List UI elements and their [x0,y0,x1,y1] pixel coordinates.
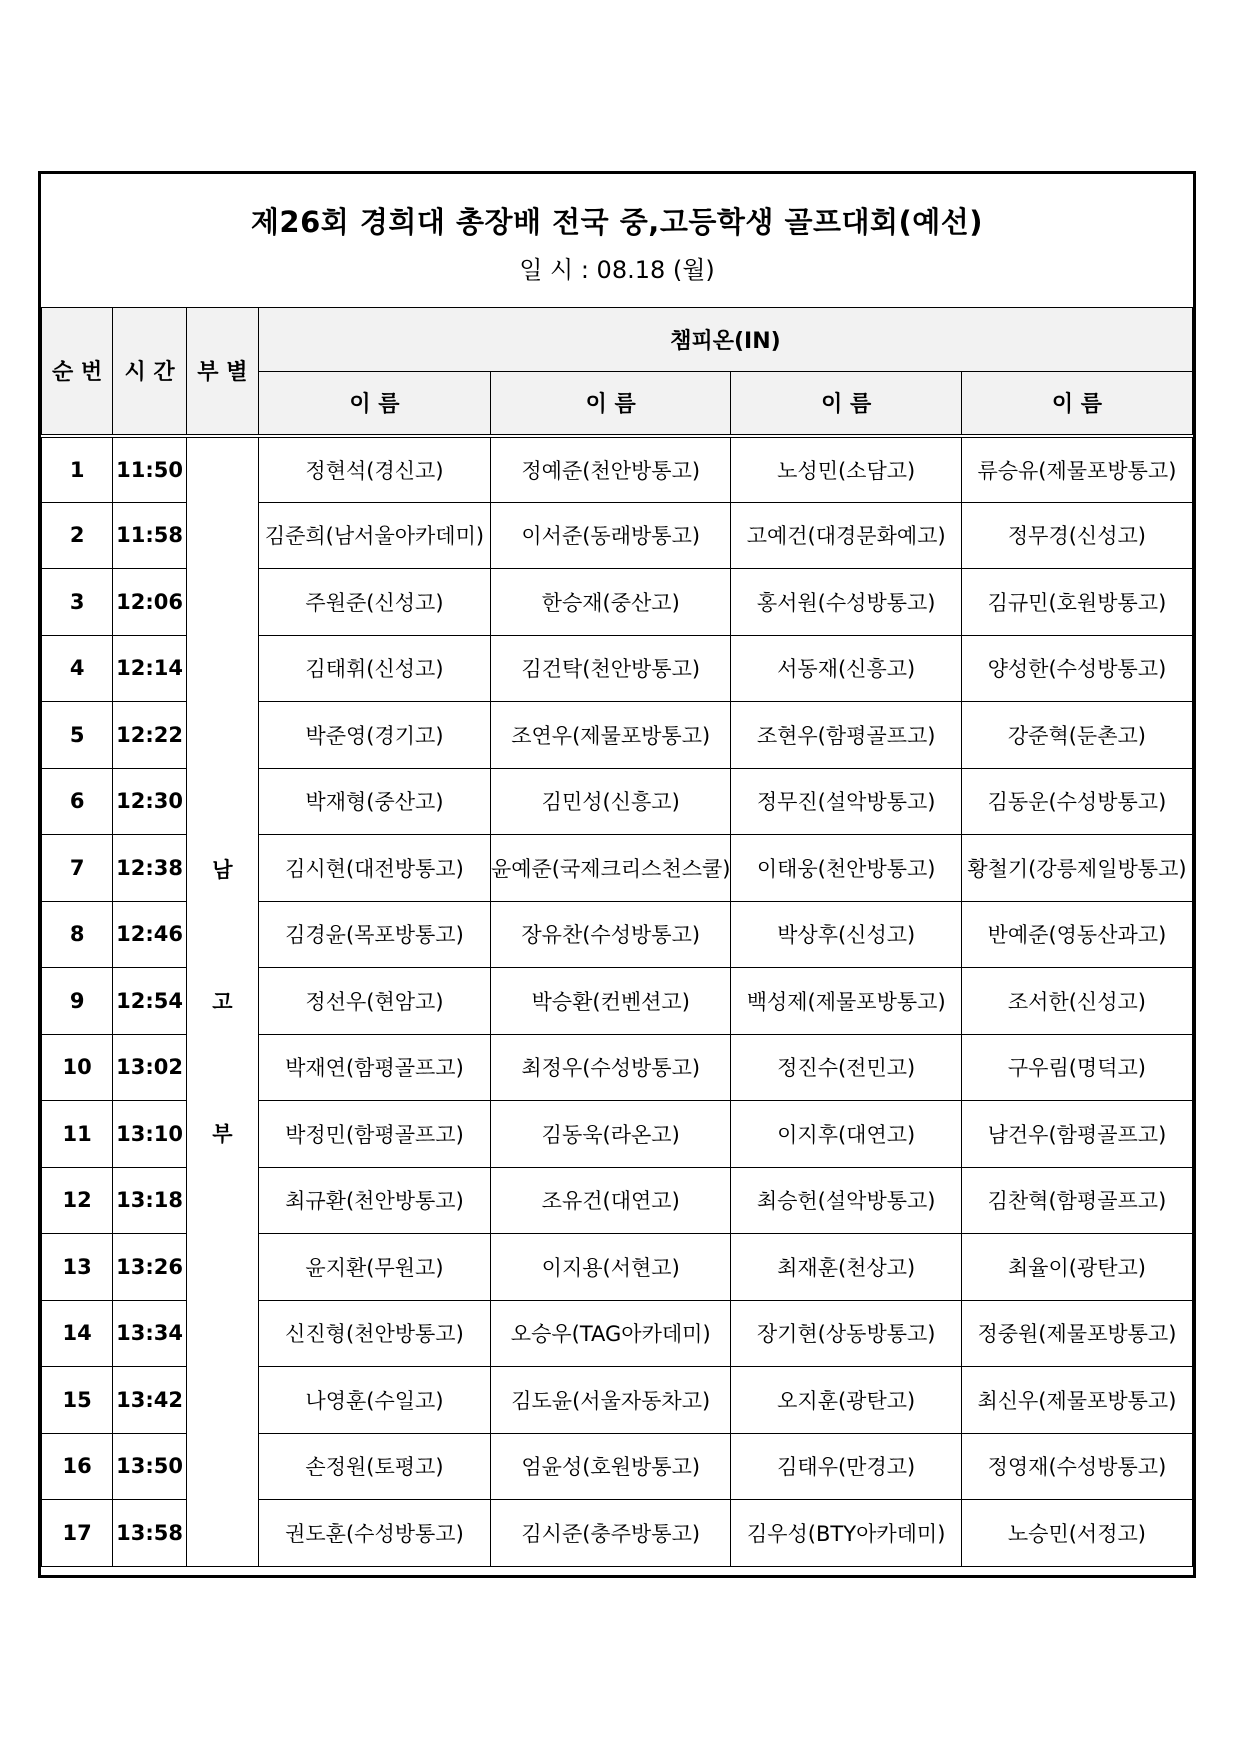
header-course: 챔피온(IN) [258,308,1192,372]
player-cell: 정중원(제물포방통고) [961,1300,1192,1367]
player-cell: 정현석(경신고) [258,436,490,503]
player-cell: 정진수(전민고) [731,1034,961,1101]
tee-time: 13:26 [113,1234,187,1301]
player-cell: 최규환(천안방통고) [258,1167,490,1234]
player-cell: 김도윤(서울자동차고) [490,1367,731,1434]
player-cell: 남건우(함평골프고) [961,1101,1192,1168]
player-cell: 김준희(남서울아카데미) [258,502,490,569]
player-cell: 박정민(함평골프고) [258,1101,490,1168]
player-cell: 김찬혁(함평골프고) [961,1167,1192,1234]
player-cell: 박재연(함평골프고) [258,1034,490,1101]
player-cell: 윤지환(무원고) [258,1234,490,1301]
player-cell: 김시현(대전방통고) [258,835,490,902]
tee-time: 12:22 [113,702,187,769]
player-cell: 조서한(신성고) [961,968,1192,1035]
tee-time: 13:02 [113,1034,187,1101]
row-number: 4 [42,635,113,702]
player-cell: 노승민(서정고) [961,1500,1192,1567]
player-cell: 나영훈(수일고) [258,1367,490,1434]
player-cell: 이지용(서현고) [490,1234,731,1301]
player-cell: 박재형(중산고) [258,768,490,835]
player-cell: 권도훈(수성방통고) [258,1500,490,1567]
player-cell: 조유건(대연고) [490,1167,731,1234]
player-cell: 류승유(제물포방통고) [961,436,1192,503]
player-cell: 신진형(천안방통고) [258,1300,490,1367]
row-number: 15 [42,1367,113,1434]
player-cell: 손정원(토평고) [258,1433,490,1500]
player-cell: 김규민(호원방통고) [961,569,1192,636]
player-cell: 이태웅(천안방통고) [731,835,961,902]
player-cell: 박준영(경기고) [258,702,490,769]
player-cell: 서동재(신흥고) [731,635,961,702]
player-cell: 홍서원(수성방통고) [731,569,961,636]
row-number: 5 [42,702,113,769]
tee-time: 12:46 [113,901,187,968]
player-cell: 김경윤(목포방통고) [258,901,490,968]
header-name: 이 름 [490,372,731,436]
player-cell: 정무진(설악방통고) [731,768,961,835]
tee-time: 13:50 [113,1433,187,1500]
row-number: 6 [42,768,113,835]
player-cell: 엄윤성(호원방통고) [490,1433,731,1500]
player-cell: 장유찬(수성방통고) [490,901,731,968]
header-order: 순 번 [42,308,113,436]
row-number: 8 [42,901,113,968]
table-row [42,436,1193,503]
row-number: 17 [42,1500,113,1567]
player-cell: 주원준(신성고) [258,569,490,636]
tee-time: 12:06 [113,569,187,636]
player-cell: 양성한(수성방통고) [961,635,1192,702]
tee-time: 13:18 [113,1167,187,1234]
division-char: 남 [212,857,233,882]
player-cell: 조연우(제물포방통고) [490,702,731,769]
player-cell: 최승헌(설악방통고) [731,1167,961,1234]
header-name: 이 름 [258,372,490,436]
header-division: 부 별 [186,308,258,436]
tee-time: 11:58 [113,502,187,569]
player-cell: 김시준(충주방통고) [490,1500,731,1567]
player-cell: 최정우(수성방통고) [490,1034,731,1101]
title-box [41,174,1193,309]
player-cell: 최신우(제물포방통고) [961,1367,1192,1434]
player-cell: 노성민(소담고) [731,436,961,503]
tee-time: 12:54 [113,968,187,1035]
row-number: 14 [42,1300,113,1367]
player-cell: 박상후(신성고) [731,901,961,968]
tee-time: 12:14 [113,635,187,702]
row-number: 13 [42,1234,113,1301]
player-cell: 김동욱(라온고) [490,1101,731,1168]
player-cell: 구우림(명덕고) [961,1034,1192,1101]
row-number: 9 [42,968,113,1035]
tee-time-table [41,307,1193,1567]
player-cell: 정영재(수성방통고) [961,1433,1192,1500]
division-char: 고 [212,989,233,1014]
player-cell: 김태우(만경고) [731,1433,961,1500]
header-name: 이 름 [961,372,1192,436]
row-number: 1 [42,436,113,503]
page-title: 제26회 경희대 총장배 전국 중,고등학생 골프대회(예선) [250,205,984,239]
player-cell: 오지훈(광탄고) [731,1367,961,1434]
player-cell: 반예준(영동산과고) [961,901,1192,968]
player-cell: 장기현(상동방통고) [731,1300,961,1367]
row-number: 7 [42,835,113,902]
tee-time: 12:30 [113,768,187,835]
tee-time: 13:42 [113,1367,187,1434]
tee-time: 13:58 [113,1500,187,1567]
player-cell: 강준혁(둔촌고) [961,702,1192,769]
row-number: 3 [42,569,113,636]
row-number: 2 [42,502,113,569]
player-cell: 김건탁(천안방통고) [490,635,731,702]
tee-time-sheet [38,171,1196,1578]
player-cell: 박승환(컨벤션고) [490,968,731,1035]
player-cell: 조현우(함평골프고) [731,702,961,769]
row-number: 12 [42,1167,113,1234]
tee-time: 13:10 [113,1101,187,1168]
player-cell: 김우성(BTY아카데미) [731,1500,961,1567]
division-char: 부 [212,1121,233,1146]
player-cell: 오승우(TAG아카데미) [490,1300,731,1367]
player-cell: 정무경(신성고) [961,502,1192,569]
event-date: 일 시 : 08.18 (월) [519,256,715,284]
row-number: 10 [42,1034,113,1101]
header-name: 이 름 [731,372,961,436]
tee-time: 12:38 [113,835,187,902]
player-cell: 이지후(대연고) [731,1101,961,1168]
player-cell: 윤예준(국제크리스천스쿨) [490,835,731,902]
row-number: 11 [42,1101,113,1168]
player-cell: 고예건(대경문화예고) [731,502,961,569]
player-cell: 김태휘(신성고) [258,635,490,702]
player-cell: 백성제(제물포방통고) [731,968,961,1035]
tee-time: 13:34 [113,1300,187,1367]
player-cell: 최재훈(천상고) [731,1234,961,1301]
division-cell [186,436,258,1567]
player-cell: 정예준(천안방통고) [490,436,731,503]
player-cell: 한승재(중산고) [490,569,731,636]
table-body [42,436,1193,1567]
player-cell: 황철기(강릉제일방통고) [961,835,1192,902]
row-number: 16 [42,1433,113,1500]
player-cell: 김민성(신흥고) [490,768,731,835]
player-cell: 최율이(광탄고) [961,1234,1192,1301]
player-cell: 이서준(동래방통고) [490,502,731,569]
tee-time: 11:50 [113,436,187,503]
player-cell: 김동운(수성방통고) [961,768,1192,835]
player-cell: 정선우(현암고) [258,968,490,1035]
header-time: 시 간 [113,308,187,436]
